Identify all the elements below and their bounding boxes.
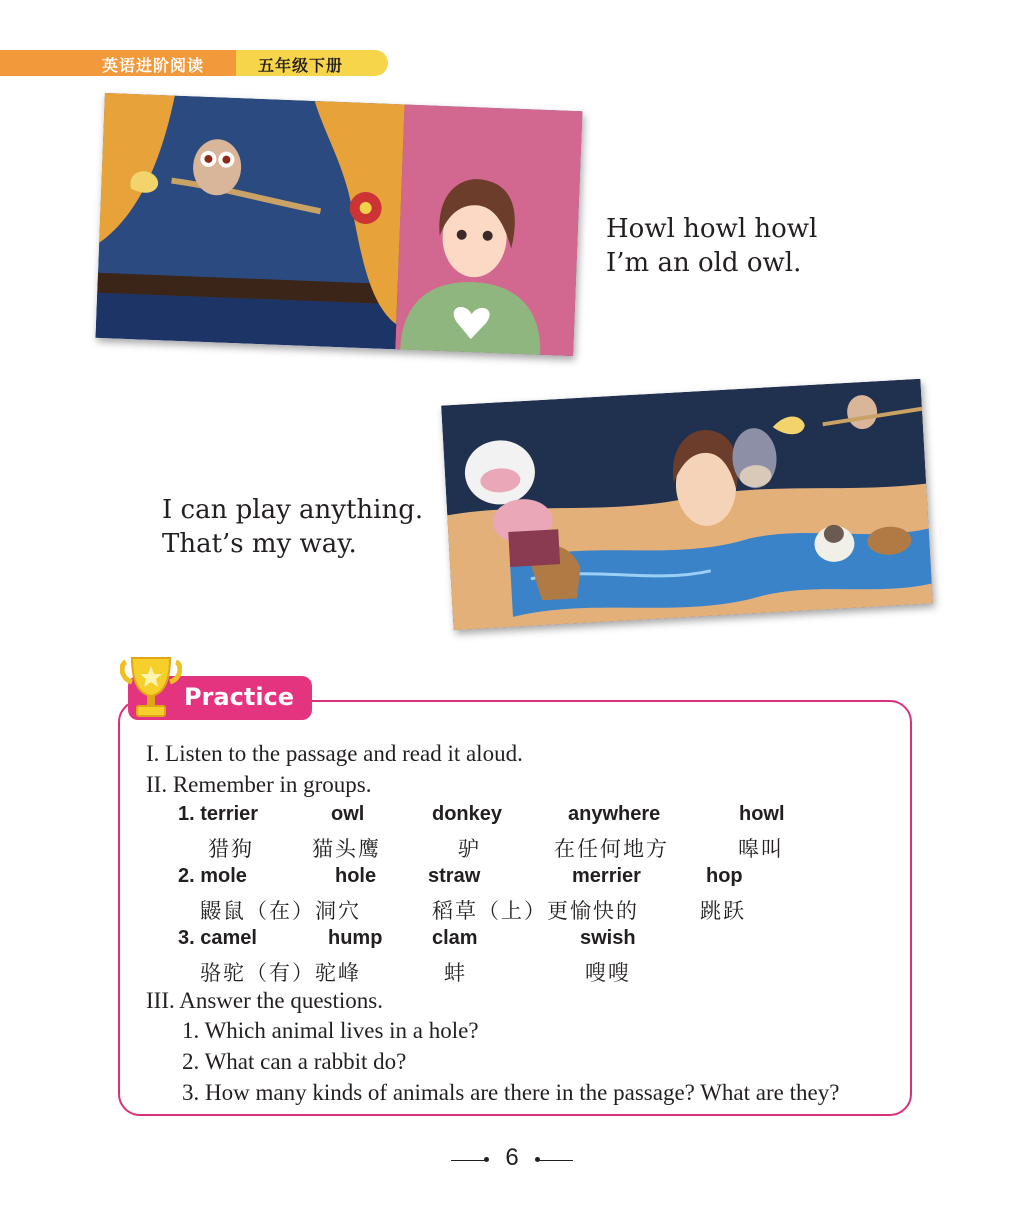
vocab-meaning: 猫头鹰 — [312, 837, 381, 861]
vocab-meaning: 驴 — [458, 837, 481, 861]
owl-poem-line-2: I’m an old owl. — [606, 248, 802, 278]
practice-title: Practice — [184, 683, 295, 711]
vocab-word: hop — [706, 865, 743, 887]
vocab-word: 3. camel — [178, 927, 257, 949]
vocab-meaning: 嗖嗖 — [585, 961, 631, 985]
vocab-word: clam — [432, 927, 478, 949]
owl-poem — [606, 212, 817, 280]
page-number-rule-right — [539, 1160, 573, 1161]
vocab-word: swish — [580, 927, 636, 949]
question-2: 2. What can a rabbit do? — [182, 1049, 407, 1074]
play-poem-line-1: I can play anything. — [162, 495, 424, 525]
question-1: 1. Which animal lives in a hole? — [182, 1018, 479, 1043]
header-series-band — [0, 50, 250, 76]
vocab-meaning: 猎狗 — [208, 837, 254, 861]
practice-section-3: III. Answer the questions. — [146, 988, 383, 1013]
vocab-meaning: 鼹鼠（在）洞穴 — [200, 899, 361, 923]
header-grade-title: 五年级下册 — [258, 56, 344, 75]
vocab-word: donkey — [432, 803, 503, 825]
header-grade-band — [236, 50, 388, 76]
vocab-meaning: 在任何地方 — [554, 837, 669, 861]
play-poem-line-2: That’s my way. — [162, 529, 357, 559]
header-series-title: 英语进阶阅读 — [102, 56, 205, 75]
vocab-meaning: 骆驼（有）驼峰 — [200, 961, 361, 985]
vocab-word: 1. terrier — [178, 803, 259, 825]
question-3: 3. How many kinds of animals are there in the passage? What are they? — [182, 1080, 840, 1105]
vocab-word: straw — [428, 865, 481, 887]
vocab-word: anywhere — [568, 803, 661, 825]
play-poem — [162, 493, 423, 561]
owl-girl-illustration — [95, 93, 582, 356]
vocab-word: hump — [328, 927, 383, 949]
vocab-word: hole — [335, 865, 377, 887]
vocab-word: owl — [331, 803, 365, 825]
vocab-word: 2. mole — [178, 865, 247, 887]
practice-section-2: II. Remember in groups. — [146, 772, 372, 797]
animals-party-illustration — [441, 379, 933, 630]
owl-poem-line-1: Howl howl howl — [606, 214, 818, 244]
vocab-word: howl — [739, 803, 785, 825]
vocab-meaning: 嗥叫 — [738, 837, 784, 861]
vocab-meaning: 蚌 — [444, 961, 467, 985]
page-number: 6 — [505, 1144, 519, 1171]
vocab-word: merrier — [572, 865, 641, 887]
vocab-meaning: 稻草（上）更愉快的 — [432, 899, 639, 923]
practice-section-1: I. Listen to the passage and read it aloud. — [146, 741, 523, 766]
trophy-icon — [120, 654, 182, 720]
vocab-meaning: 跳跃 — [700, 899, 746, 923]
